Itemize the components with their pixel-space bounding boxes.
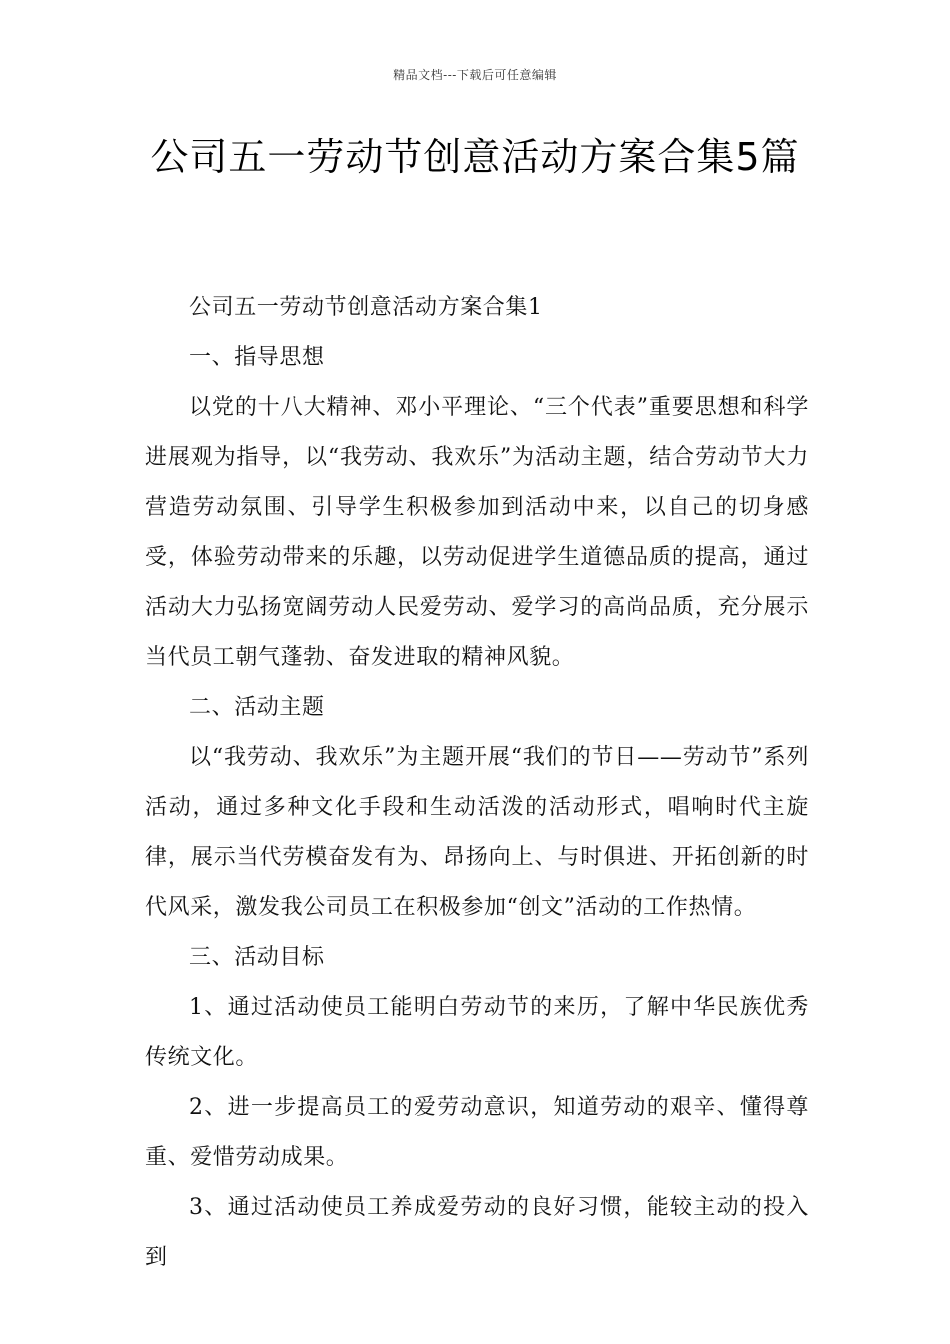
heading-activity-theme: 二、活动主题 [189, 695, 325, 720]
paragraph-activity-theme: 以“我劳动、我欢乐”为主题开展“我们的节日——劳动节”系列活动，通过多种文化手段和生动活泼的活动形式，唱响时代主旋律，展示当代劳模奋发有为、昂扬向上、与时俱进、开拓创新的时代风采，激发我公司员工在积极参加“创文”活动的工作热情。 [145, 745, 809, 920]
document-title: 公司五一劳动节创意活动方案合集5篇 [150, 135, 800, 179]
goal-item-3: 3、通过活动使员工养成爱劳动的良好习惯，能较主动的投入到 [145, 1195, 809, 1270]
heading-guiding-ideology: 一、指导思想 [189, 345, 325, 370]
header-note: 精品文档---下载后可任意编辑 [393, 68, 557, 82]
paragraph-guiding-ideology: 以党的十八大精神、邓小平理论、“三个代表”重要思想和科学进展观为指导，以“我劳动、我欢乐”为活动主题，结合劳动节大力营造劳动氛围、引导学生积极参加到活动中来，以自己的切身感受，体验劳动带来的乐趣，以劳动促进学生道德品质的提高，通过活动大力弘扬宽阔劳动人民爱劳动、爱学习的高尚品质，充分展示当代员工朝气蓬勃、奋发进取的精神风貌。 [145, 395, 809, 670]
goal-item-2: 2、进一步提高员工的爱劳动意识，知道劳动的艰辛、懂得尊重、爱惜劳动成果。 [145, 1095, 809, 1170]
document-body [145, 283, 809, 1283]
goal-item-1: 1、通过活动使员工能明白劳动节的来历，了解中华民族优秀传统文化。 [145, 995, 809, 1070]
section-subtitle: 公司五一劳动节创意活动方案合集1 [189, 295, 543, 320]
heading-activity-goals: 三、活动目标 [189, 945, 325, 970]
